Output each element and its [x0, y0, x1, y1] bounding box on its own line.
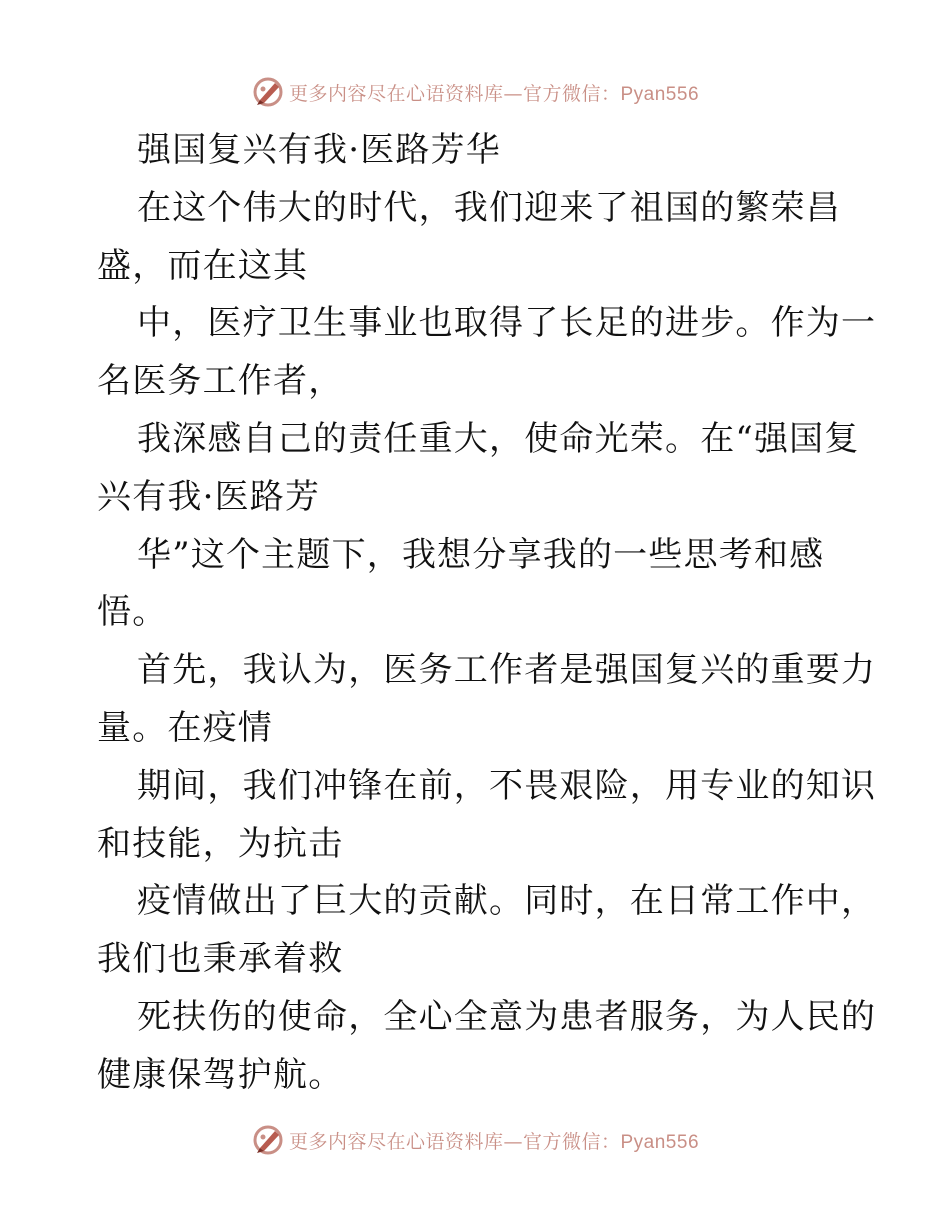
text-line: 疫情做出了巨大的贡献。同时，在日常工作中， [137, 881, 877, 922]
text-line: 盛，而在这其 [97, 245, 309, 286]
watermark-handle: Pyan556 [620, 83, 700, 105]
watermark-handle: Pyan556 [620, 1131, 700, 1153]
text-line: 悟。 [97, 592, 168, 633]
text-line: 名医务工作者， [97, 361, 344, 402]
pen-logo-icon [251, 75, 285, 109]
document-body [97, 122, 877, 1105]
watermark-text: 更多内容尽在心语资料库—官方微信：Pyan556 [288, 82, 700, 105]
footer-watermark [0, 1120, 950, 1160]
pen-logo-icon [251, 1123, 285, 1157]
document-title: 强国复兴有我·医路芳华 [137, 130, 502, 170]
text-line: 健康保驾护航。 [97, 1054, 344, 1095]
text-line: 兴有我·医路芳 [97, 476, 321, 517]
text-line: 我们也秉承着救 [97, 939, 344, 980]
text-line: 期间，我们冲锋在前，不畏艰险，用专业的知识 [137, 765, 877, 806]
text-line: 死扶伤的使命，全心全意为患者服务，为人民的 [137, 996, 877, 1037]
watermark-text: 更多内容尽在心语资料库—官方微信：Pyan556 [288, 1130, 700, 1153]
text-line: 华”这个主题下，我想分享我的一些思考和感 [137, 534, 825, 575]
text-line: 在这个伟大的时代，我们迎来了祖国的繁荣昌 [137, 187, 841, 228]
text-line: 首先，我认为，医务工作者是强国复兴的重要力 [137, 650, 877, 691]
header-watermark [0, 72, 950, 112]
text-line: 和技能，为抗击 [97, 823, 344, 864]
text-line: 我深感自己的责任重大，使命光荣。在“强国复 [137, 418, 860, 459]
text-line: 中，医疗卫生事业也取得了长足的进步。作为一 [137, 303, 877, 344]
text-line: 量。在疫情 [97, 707, 273, 748]
